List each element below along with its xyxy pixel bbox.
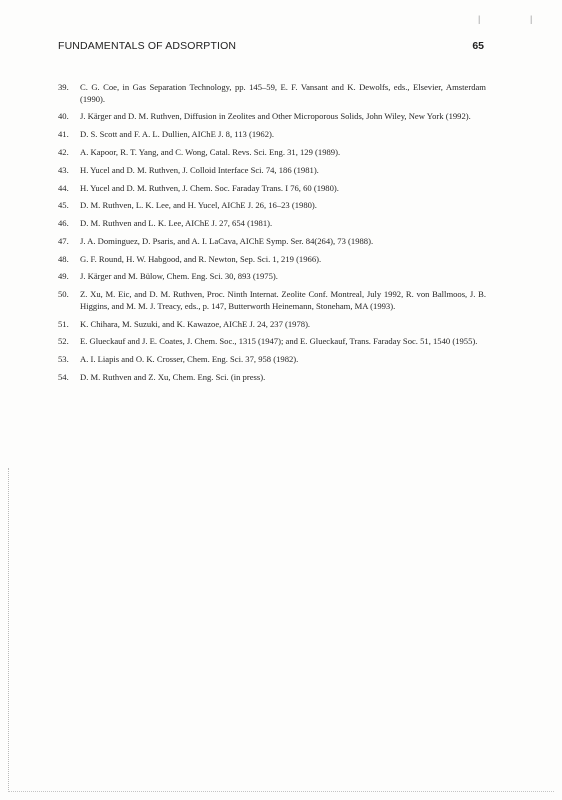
reference-entry [58, 236, 486, 248]
reference-number: 45. [58, 200, 69, 211]
reference-number: 43. [58, 164, 69, 175]
reference-text: C. G. Coe, in Gas Separation Technology, pp. 145–59, E. F. Vansant and K. Dewolfs, eds., Elsevier, Amsterdam (1990). [80, 82, 486, 104]
reference-number: 40. [58, 111, 69, 122]
scan-mark: | [478, 14, 481, 24]
reference-number: 48. [58, 253, 69, 264]
scan-edge-line [8, 468, 9, 790]
reference-text: A. Kapoor, R. T. Yang, and C. Wong, Catal. Revs. Sci. Eng. 31, 129 (1989). [80, 146, 341, 157]
reference-number: 46. [58, 218, 69, 229]
reference-number: 42. [58, 146, 69, 157]
reference-entry [58, 372, 486, 384]
reference-text: K. Chihara, M. Suzuki, and K. Kawazoe, AIChE J. 24, 237 (1978). [80, 318, 311, 329]
reference-text: J. A. Dominguez, D. Psaris, and A. I. LaCava, AIChE Symp. Ser. 84(264), 73 (1988). [80, 235, 374, 246]
reference-entry [58, 200, 486, 212]
reference-entry [58, 111, 486, 123]
reference-number: 54. [58, 371, 69, 382]
reference-number: 50. [58, 289, 69, 300]
reference-entry [58, 218, 486, 230]
reference-number: 51. [58, 318, 69, 329]
reference-text: D. M. Ruthven and Z. Xu, Chem. Eng. Sci. (in press). [80, 371, 266, 382]
page-header [58, 40, 484, 58]
reference-entry [58, 354, 486, 366]
reference-entry [58, 129, 486, 141]
reference-text: Z. Xu, M. Eic, and D. M. Ruthven, Proc. Ninth Internat. Zeolite Conf. Montreal, July 1992, R. von Ballmoos, J. B. Higgins, and M. M. J. Treacy, eds., p. 147, Butterworth Heinemann, Stoneham, MA (1993). [80, 289, 486, 311]
reference-entry [58, 165, 486, 177]
reference-number: 53. [58, 354, 69, 365]
reference-text: E. Glueckauf and J. E. Coates, J. Chem. Soc., 1315 (1947); and E. Glueckauf, Trans. Faraday Soc. 51, 1540 (1955). [80, 336, 478, 347]
reference-entry [58, 147, 486, 159]
reference-number: 41. [58, 129, 69, 140]
reference-entry [58, 183, 486, 195]
reference-number: 49. [58, 271, 69, 282]
reference-text: H. Yucel and D. M. Ruthven, J. Colloid Interface Sci. 74, 186 (1981). [80, 164, 319, 175]
reference-text: D. M. Ruthven and L. K. Lee, AIChE J. 27, 654 (1981). [80, 218, 273, 229]
reference-text: J. Kärger and D. M. Ruthven, Diffusion in Zeolites and Other Microporous Solids, John Wiley, New York (1992). [80, 111, 471, 122]
reference-list [58, 82, 486, 390]
reference-text: G. F. Round, H. W. Habgood, and R. Newton, Sep. Sci. 1, 219 (1966). [80, 253, 322, 264]
reference-number: 39. [58, 82, 69, 92]
reference-entry [58, 319, 486, 331]
reference-text: D. S. Scott and F. A. L. Dullien, AIChE J. 8, 113 (1962). [80, 129, 275, 140]
reference-number: 47. [58, 235, 69, 246]
scan-edge-line [8, 791, 554, 792]
reference-entry [58, 254, 486, 266]
reference-entry [58, 289, 486, 312]
running-head: FUNDAMENTALS OF ADSORPTION [58, 40, 237, 52]
reference-entry [58, 271, 486, 283]
reference-text: H. Yucel and D. M. Ruthven, J. Chem. Soc. Faraday Trans. I 76, 60 (1980). [80, 182, 339, 193]
scan-mark: | [530, 14, 533, 24]
reference-number: 52. [58, 336, 69, 347]
reference-text: D. M. Ruthven, L. K. Lee, and H. Yucel, AIChE J. 26, 16–23 (1980). [80, 200, 317, 211]
reference-entry [58, 82, 486, 105]
reference-entry [58, 336, 486, 348]
page-number: 65 [472, 40, 484, 52]
reference-text: A. I. Liapis and O. K. Crosser, Chem. Eng. Sci. 37, 958 (1982). [80, 354, 299, 365]
reference-number: 44. [58, 182, 69, 193]
reference-text: J. Kärger and M. Bülow, Chem. Eng. Sci. 30, 893 (1975). [80, 271, 278, 282]
